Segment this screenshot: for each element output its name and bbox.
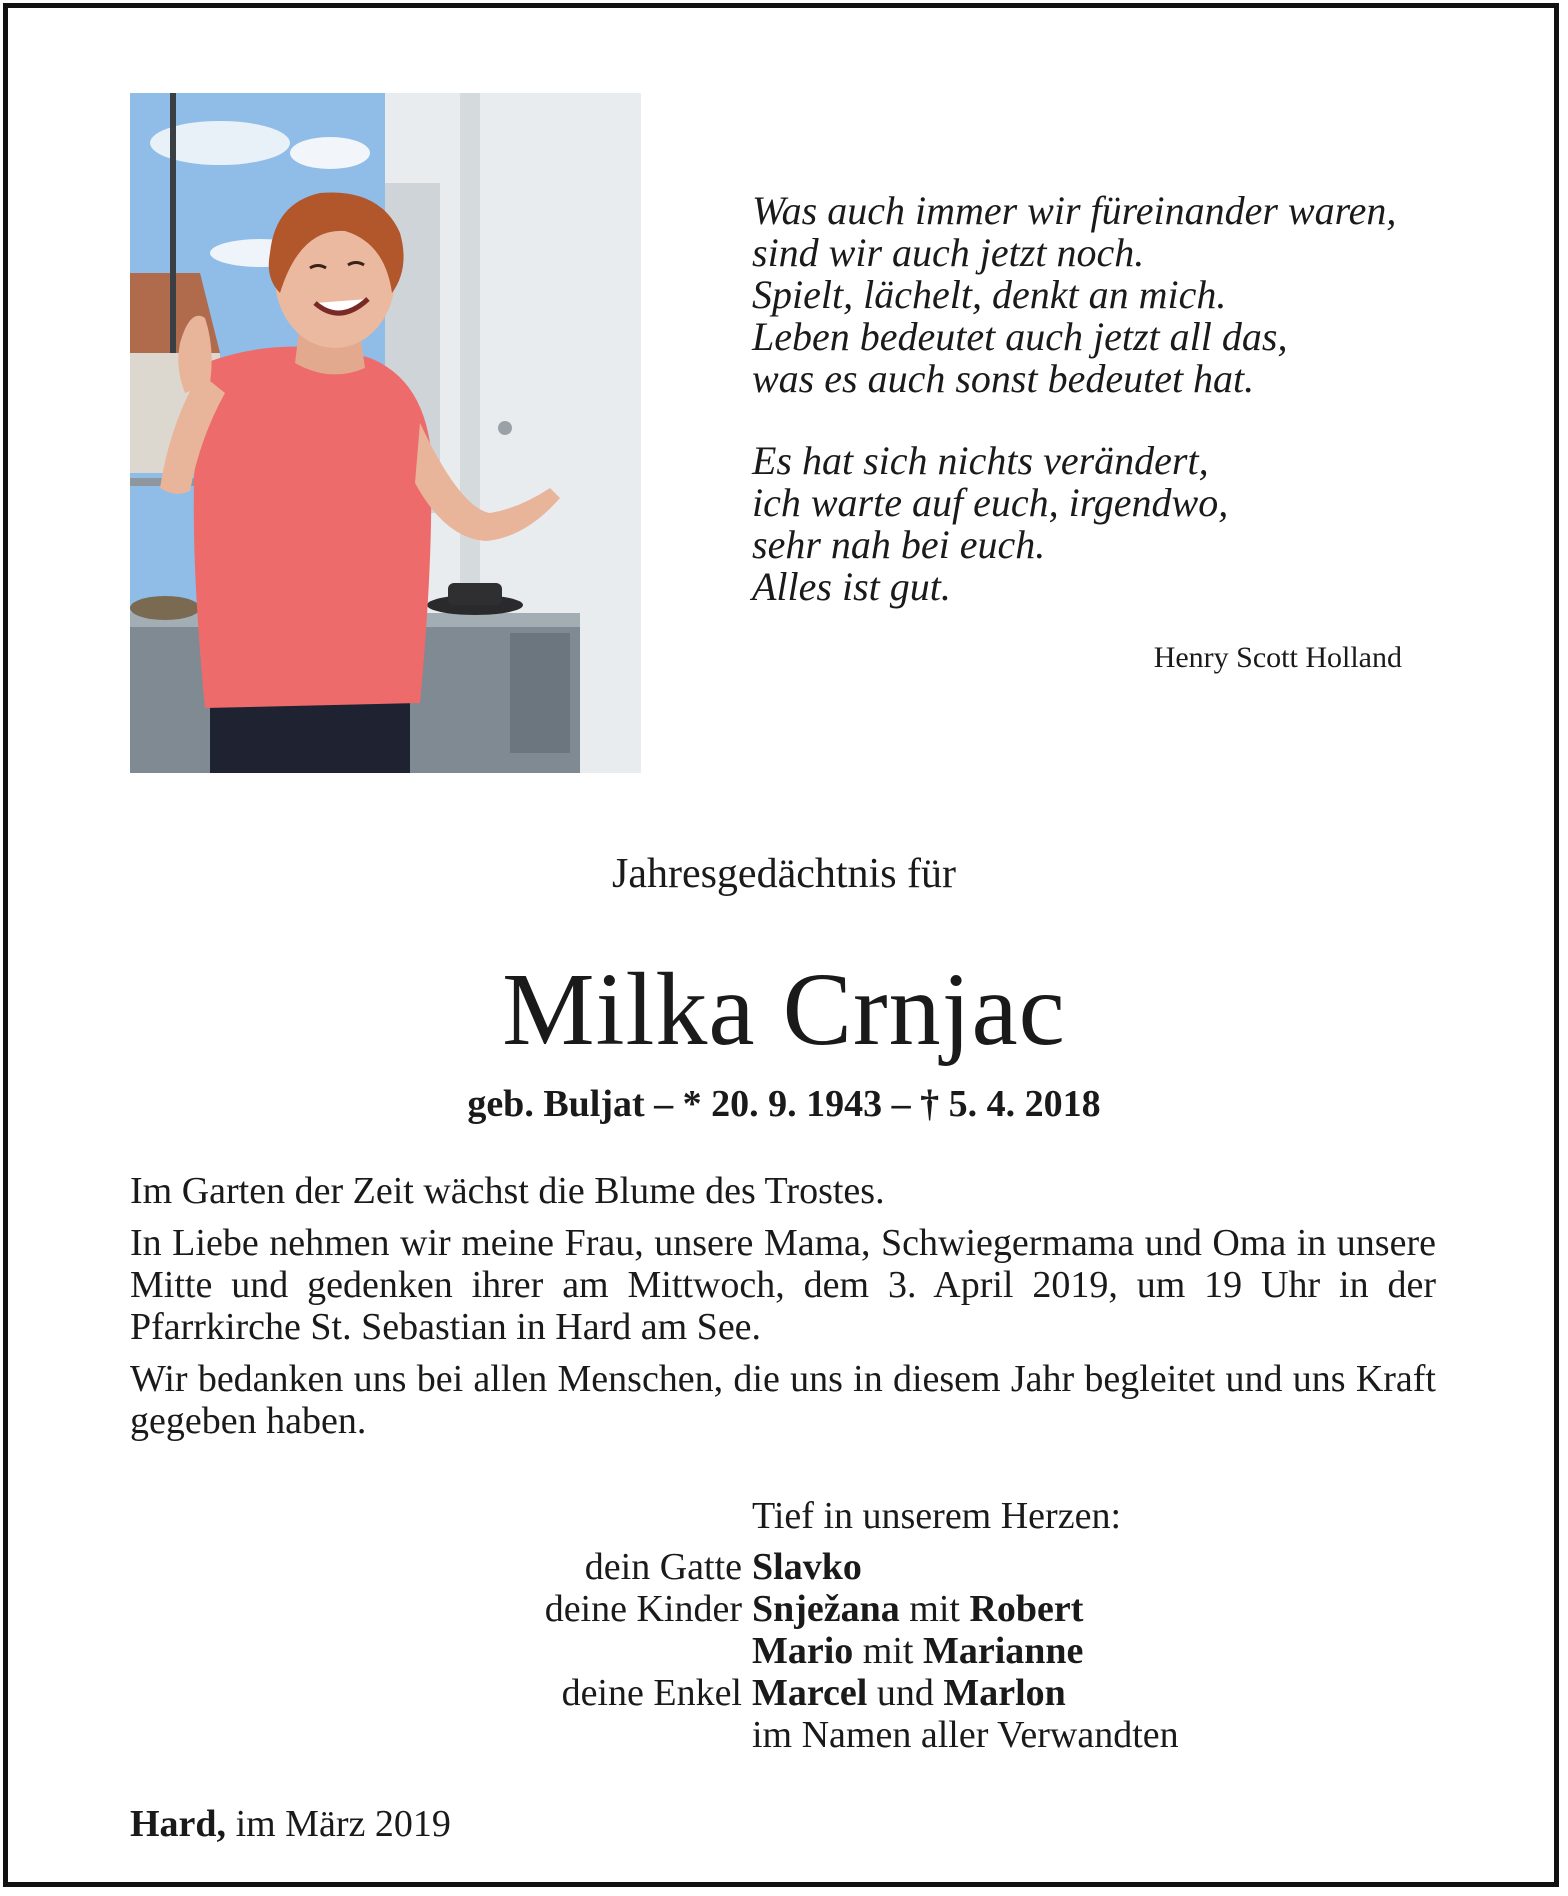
family-names — [752, 1672, 1066, 1714]
poem-line: Alles ist gut. — [752, 564, 951, 609]
family-name: Marlon — [943, 1672, 1066, 1714]
family-name: Marianne — [922, 1630, 1084, 1672]
family-row-children — [130, 1588, 1436, 1630]
family-names — [752, 1630, 1083, 1672]
poem-line: was es auch sonst bedeutet hat. — [752, 356, 1255, 401]
family-label-empty — [130, 1714, 752, 1756]
place-month: im März 2019 — [235, 1803, 451, 1845]
family-row-spouse — [130, 1546, 1436, 1588]
family-name: Marcel — [752, 1672, 868, 1714]
poem-line: Spielt, lächelt, denkt an mich. — [752, 272, 1227, 317]
paragraph: In Liebe nehmen wir meine Frau, unsere Mama, Schwiegermama und Oma in unsere Mitte und gedenken ihrer am Mittwoch, dem 3. April 2019, um 19 Uhr in der Pfarrkirche St. Sebastian in Hard am See. — [130, 1222, 1436, 1348]
connector: und — [876, 1672, 934, 1714]
poem-line: ich warte auf euch, irgendwo, — [752, 480, 1229, 525]
family-names — [752, 1588, 1083, 1630]
memorial-text — [130, 1170, 1436, 1452]
poem-stanza-1 — [752, 190, 1412, 400]
poem-stanza-2 — [752, 440, 1412, 608]
life-dates: geb. Buljat – * 20. 9. 1943 – † 5. 4. 2018 — [467, 1083, 1101, 1125]
poem-line: sind wir auch jetzt noch. — [752, 230, 1145, 275]
closing-line: Tief in unserem Herzen: — [752, 1495, 1121, 1537]
family-name: Slavko — [752, 1546, 862, 1588]
family-list — [130, 1546, 1436, 1756]
poem-line: Was auch immer wir füreinander waren, — [752, 188, 1397, 233]
family-label: deine Kinder — [544, 1588, 742, 1630]
paragraph: Im Garten der Zeit wächst die Blume des Trostes. — [130, 1170, 885, 1212]
poem-line: sehr nah bei euch. — [752, 522, 1046, 567]
family-name: Robert — [969, 1588, 1084, 1630]
connector: mit — [862, 1630, 914, 1672]
family-label: dein Gatte — [584, 1546, 742, 1588]
paragraph: Wir bedanken uns bei allen Menschen, die uns in diesem Jahr begleitet und uns Kraft gegeben haben. — [130, 1358, 1436, 1442]
family-row-grandchildren — [130, 1672, 1436, 1714]
family-row-children-2 — [130, 1630, 1436, 1672]
family-label-empty — [130, 1630, 752, 1672]
family-name: Snježana — [752, 1588, 900, 1630]
poem — [752, 190, 1412, 648]
family-label: deine Enkel — [561, 1672, 742, 1714]
connector: mit — [909, 1588, 960, 1630]
family-row-relatives — [130, 1714, 1436, 1756]
poem-line: Es hat sich nichts verändert, — [752, 438, 1209, 483]
place-date — [130, 1802, 451, 1846]
portrait-photo — [130, 93, 641, 773]
family-names — [752, 1546, 862, 1588]
place-city: Hard, — [130, 1803, 227, 1845]
poem-line: Leben bedeutet auch jetzt all das, — [752, 314, 1288, 359]
poem-author: Henry Scott Holland — [1153, 641, 1402, 674]
portrait-illustration — [130, 93, 641, 773]
deceased-name: Milka Crnjac — [502, 952, 1066, 1067]
relatives-line: im Namen aller Verwandten — [752, 1714, 1179, 1756]
family-name: Mario — [752, 1630, 854, 1672]
memorial-intro: Jahresgedächtnis für — [611, 851, 957, 897]
